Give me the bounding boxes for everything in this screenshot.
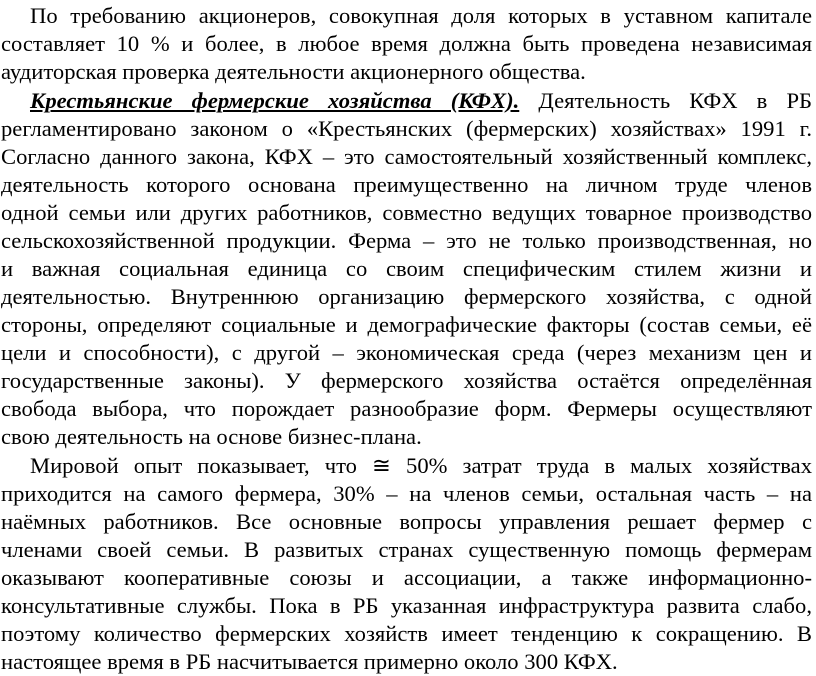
- paragraph-3-line-3: наёмных работников. Все основные вопросы управления решает фермер с: [1, 509, 812, 534]
- paragraph-2-line-10: цели и способности), с другой – экономическая среда (через механизм цен и: [1, 340, 812, 365]
- paragraph-1-line-1: По требованию акционеров, совокупная доля которых в уставном капитале: [30, 3, 812, 28]
- paragraph-3-line-1: Мировой опыт показывает, что ≅ 50% затрат труда в малых хозяйствах: [30, 453, 812, 478]
- paragraph-2-line-7: и важная социальная единица со своим специфическим стилем жизни и: [1, 256, 812, 281]
- paragraph-2-line-9: стороны, определяют социальные и демографические факторы (состав семьи, её: [1, 312, 812, 337]
- paragraph-2-line-3: Согласно данного закона, КФХ – это самостоятельный хозяйственный комплекс,: [1, 144, 812, 169]
- paragraph-2-line-8: деятельностью. Внутреннюю организацию фермерского хозяйства, с одной: [1, 284, 812, 309]
- paragraph-3-line-5: оказывают кооперативные союзы и ассоциации, а также информационно-: [1, 565, 812, 590]
- paragraph-2-line-12: свобода выбора, что порождает разнообразие форм. Фермеры осуществляют: [1, 396, 812, 421]
- paragraph-2-line-2: регламентировано законом о «Крестьянских (фермерских) хозяйствах» 1991 г.: [1, 116, 812, 141]
- paragraph-2-line-1-text: Деятельность КФХ в РБ: [519, 88, 812, 113]
- paragraph-3-line-8: настоящее время в РБ насчитывается примерно около 300 КФХ.: [1, 649, 618, 674]
- section-heading: Крестьянские фермерские хозяйства (КФХ).: [30, 88, 520, 113]
- paragraph-3-line-6: консультативные службы. Пока в РБ указанная инфраструктура развита слабо,: [1, 593, 812, 618]
- paragraph-2-line-11: государственные законы). У фермерского хозяйства остаётся определённая: [1, 368, 812, 393]
- paragraph-3-line-7: поэтому количество фермерских хозяйств имеет тенденцию к сокращению. В: [1, 621, 812, 646]
- paragraph-3-line-2: приходится на самого фермера, 30% – на членов семьи, остальная часть – на: [1, 481, 812, 506]
- paragraph-2-line-13: свою деятельность на основе бизнес-плана.: [1, 424, 422, 449]
- paragraph-1-line-3: аудиторская проверка деятельности акционерного общества.: [1, 59, 586, 84]
- paragraph-2-line-5: одной семьи или других работников, совместно ведущих товарное производство: [1, 200, 812, 225]
- paragraph-2-line-6: сельскохозяйственной продукции. Ферма – это не только производственная, но: [1, 228, 812, 253]
- paragraph-2-line-4: деятельность которого основана преимущественно на личном труде членов: [1, 172, 812, 197]
- paragraph-1-line-2: составляет 10 % и более, в любое время должна быть проведена независимая: [1, 31, 812, 56]
- paragraph-3-line-4: членами своей семьи. В развитых странах существенную помощь фермерам: [1, 537, 812, 562]
- paragraph-2-line-1: [0, 87, 816, 115]
